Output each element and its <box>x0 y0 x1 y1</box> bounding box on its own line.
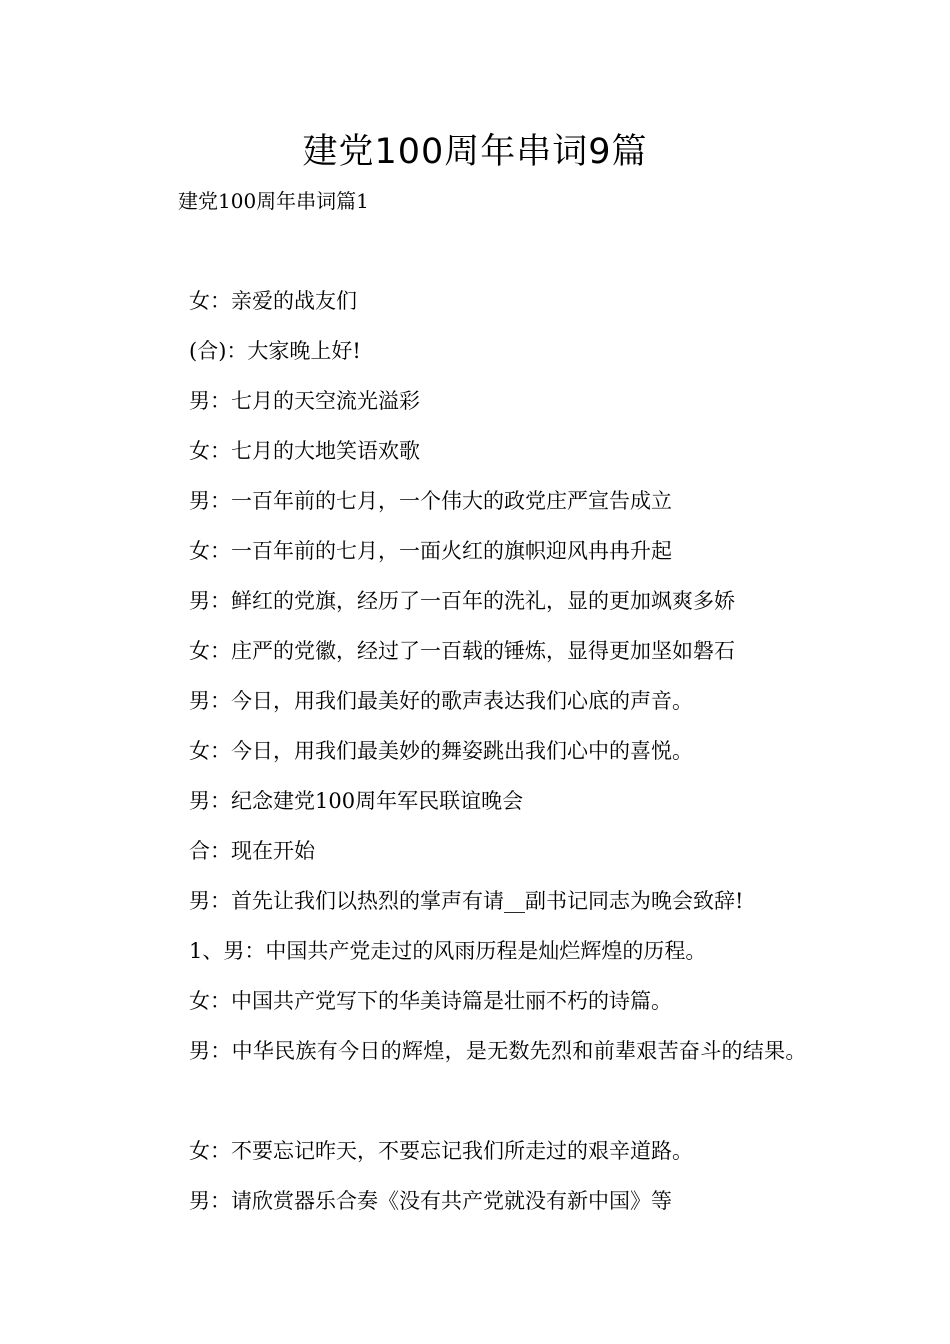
script-line: 男：请欣赏器乐合奏《没有共产党就没有新中国》等 <box>189 1189 672 1213</box>
script-line: (合)：大家晚上好! <box>189 339 361 363</box>
script-line: 男：一百年前的七月，一个伟大的政党庄严宣告成立 <box>189 489 672 513</box>
script-line: 女：一百年前的七月，一面火红的旗帜迎风冉冉升起 <box>189 539 672 563</box>
script-line: 男：鲜红的党旗，经历了一百年的洗礼，显的更加飒爽多娇 <box>189 589 735 613</box>
script-line: 女：亲爱的战友们 <box>189 289 357 313</box>
script-line: 女：不要忘记昨天，不要忘记我们所走过的艰辛道路。 <box>189 1139 693 1163</box>
script-line: 女：今日，用我们最美妙的舞姿跳出我们心中的喜悦。 <box>189 739 693 763</box>
script-line: 男：首先让我们以热烈的掌声有请__副书记同志为晚会致辞! <box>189 889 744 913</box>
script-line: 女：七月的大地笑语欢歌 <box>189 439 420 463</box>
script-line: 男：七月的天空流光溢彩 <box>189 389 420 413</box>
script-line: 男：今日，用我们最美好的歌声表达我们心底的声音。 <box>189 689 693 713</box>
section-title: 建党100周年串词篇1 <box>178 189 369 213</box>
script-line: 女：中国共产党写下的华美诗篇是壮丽不朽的诗篇。 <box>189 989 672 1013</box>
document-title: 建党100周年串词9篇 <box>302 132 648 172</box>
script-line-wrapped: 男：中华民族有今日的辉煌，是无数先烈和前辈艰苦奋斗的结果。 <box>189 1039 807 1063</box>
script-line: 女：庄严的党徽，经过了一百载的锤炼，显得更加坚如磐石 <box>189 639 735 663</box>
script-line: 男：纪念建党100周年军民联谊晚会 <box>189 789 524 813</box>
script-line: 1、男：中国共产党走过的风雨历程是灿烂辉煌的历程。 <box>189 939 707 963</box>
script-line: 合：现在开始 <box>189 839 315 863</box>
